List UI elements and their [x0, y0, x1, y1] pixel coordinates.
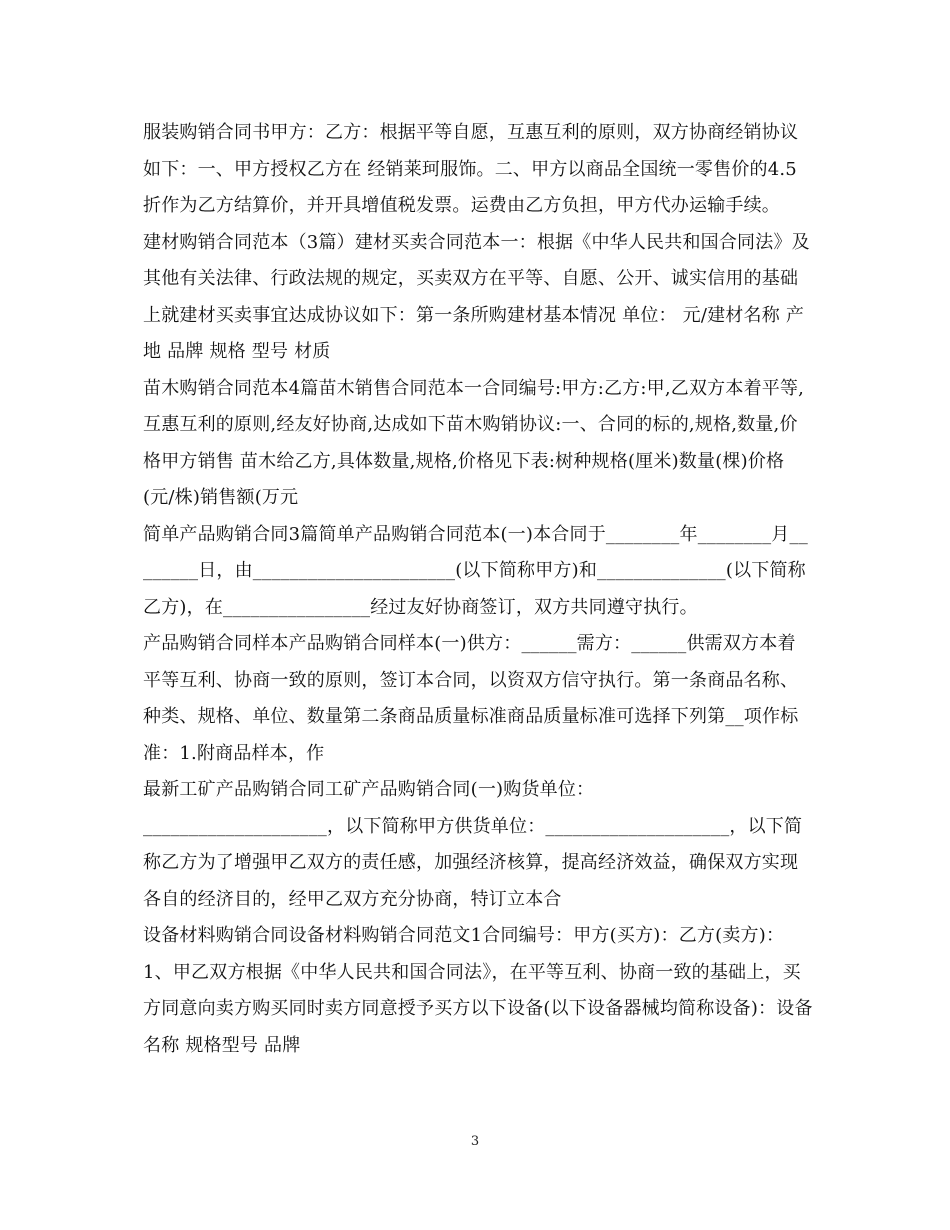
paragraph-building-materials-contract: 建材购销合同范本（3篇）建材买卖合同范本一：根据《中华人民共和国合同法》及其他有关法律、行政法规的规定，买卖双方在平等、自愿、公开、诚实信用的基础上就建材买卖事宜达成协议如下：第一条所购建材基本情况 单位： 元/建材名称 产地 品牌 规格 型号 材质: [143, 231, 810, 362]
paragraph-clothing-contract: 服装购销合同书甲方：乙方：根据平等自愿，互惠互利的原则，双方协商经销协议如下：一、甲方授权乙方在 经销莱珂服饰。二、甲方以商品全国统一零售价的4.5折作为乙方结算价，并开具增值税发票。运费由乙方负担，甲方代办运输手续。: [143, 122, 799, 216]
page-number: 3: [470, 1134, 480, 1149]
paragraph-product-contract-sample: 产品购销合同样本产品购销合同样本(一)供方：______需方：______供需双方本着平等互利、协商一致的原则，签订本合同，以资双方信守执行。第一条商品名称、种类、规格、单位、数量第二条商品质量标准商品质量标准可选择下列第__项作标准：1.附商品样本，作: [143, 633, 799, 764]
paragraph-equipment-materials-contract: 设备材料购销合同设备材料购销合同范文1合同编号：甲方(买方)：乙方(卖方)：1、甲乙双方根据《中华人民共和国合同法》，在平等互利、协商一致的基础上，买方同意向卖方购买同时卖方同意授予买方以下设备(以下设备器械均简称设备)：设备名称 规格型号 品牌: [143, 925, 813, 1056]
paragraph-seedling-contract: 苗木购销合同范本4篇苗木销售合同范本一合同编号:甲方:乙方:甲,乙双方本着平等,互惠互利的原则,经友好协商,达成如下苗木购销协议:一、合同的标的,规格,数量,价格甲方销售 苗木给乙方,具体数量,规格,价格见下表:树种规格(厘米)数量(棵)价格(元/株)销售额(万元: [143, 377, 805, 508]
paragraph-industrial-product-contract: 最新工矿产品购销合同工矿产品购销合同(一)购货单位：: [143, 779, 595, 800]
paragraph-simple-product-contract: 简单产品购销合同3篇简单产品购销合同范本(一)本合同于________年________月________日，由______________________(以下简称甲方)和______________(以下简称乙方)，在________________经过友好协商签订，双方共同遵守执行。: [143, 523, 808, 618]
paragraph-industrial-product-contract-body: ____________________，以下简称甲方供货单位：____________________，以下简称乙方为了增强甲乙双方的责任感，加强经济核算，提高经济效益，确保双方实现各自的经济目的，经甲乙双方充分协商，特订立本合: [143, 815, 803, 910]
document-body: [143, 115, 813, 1064]
